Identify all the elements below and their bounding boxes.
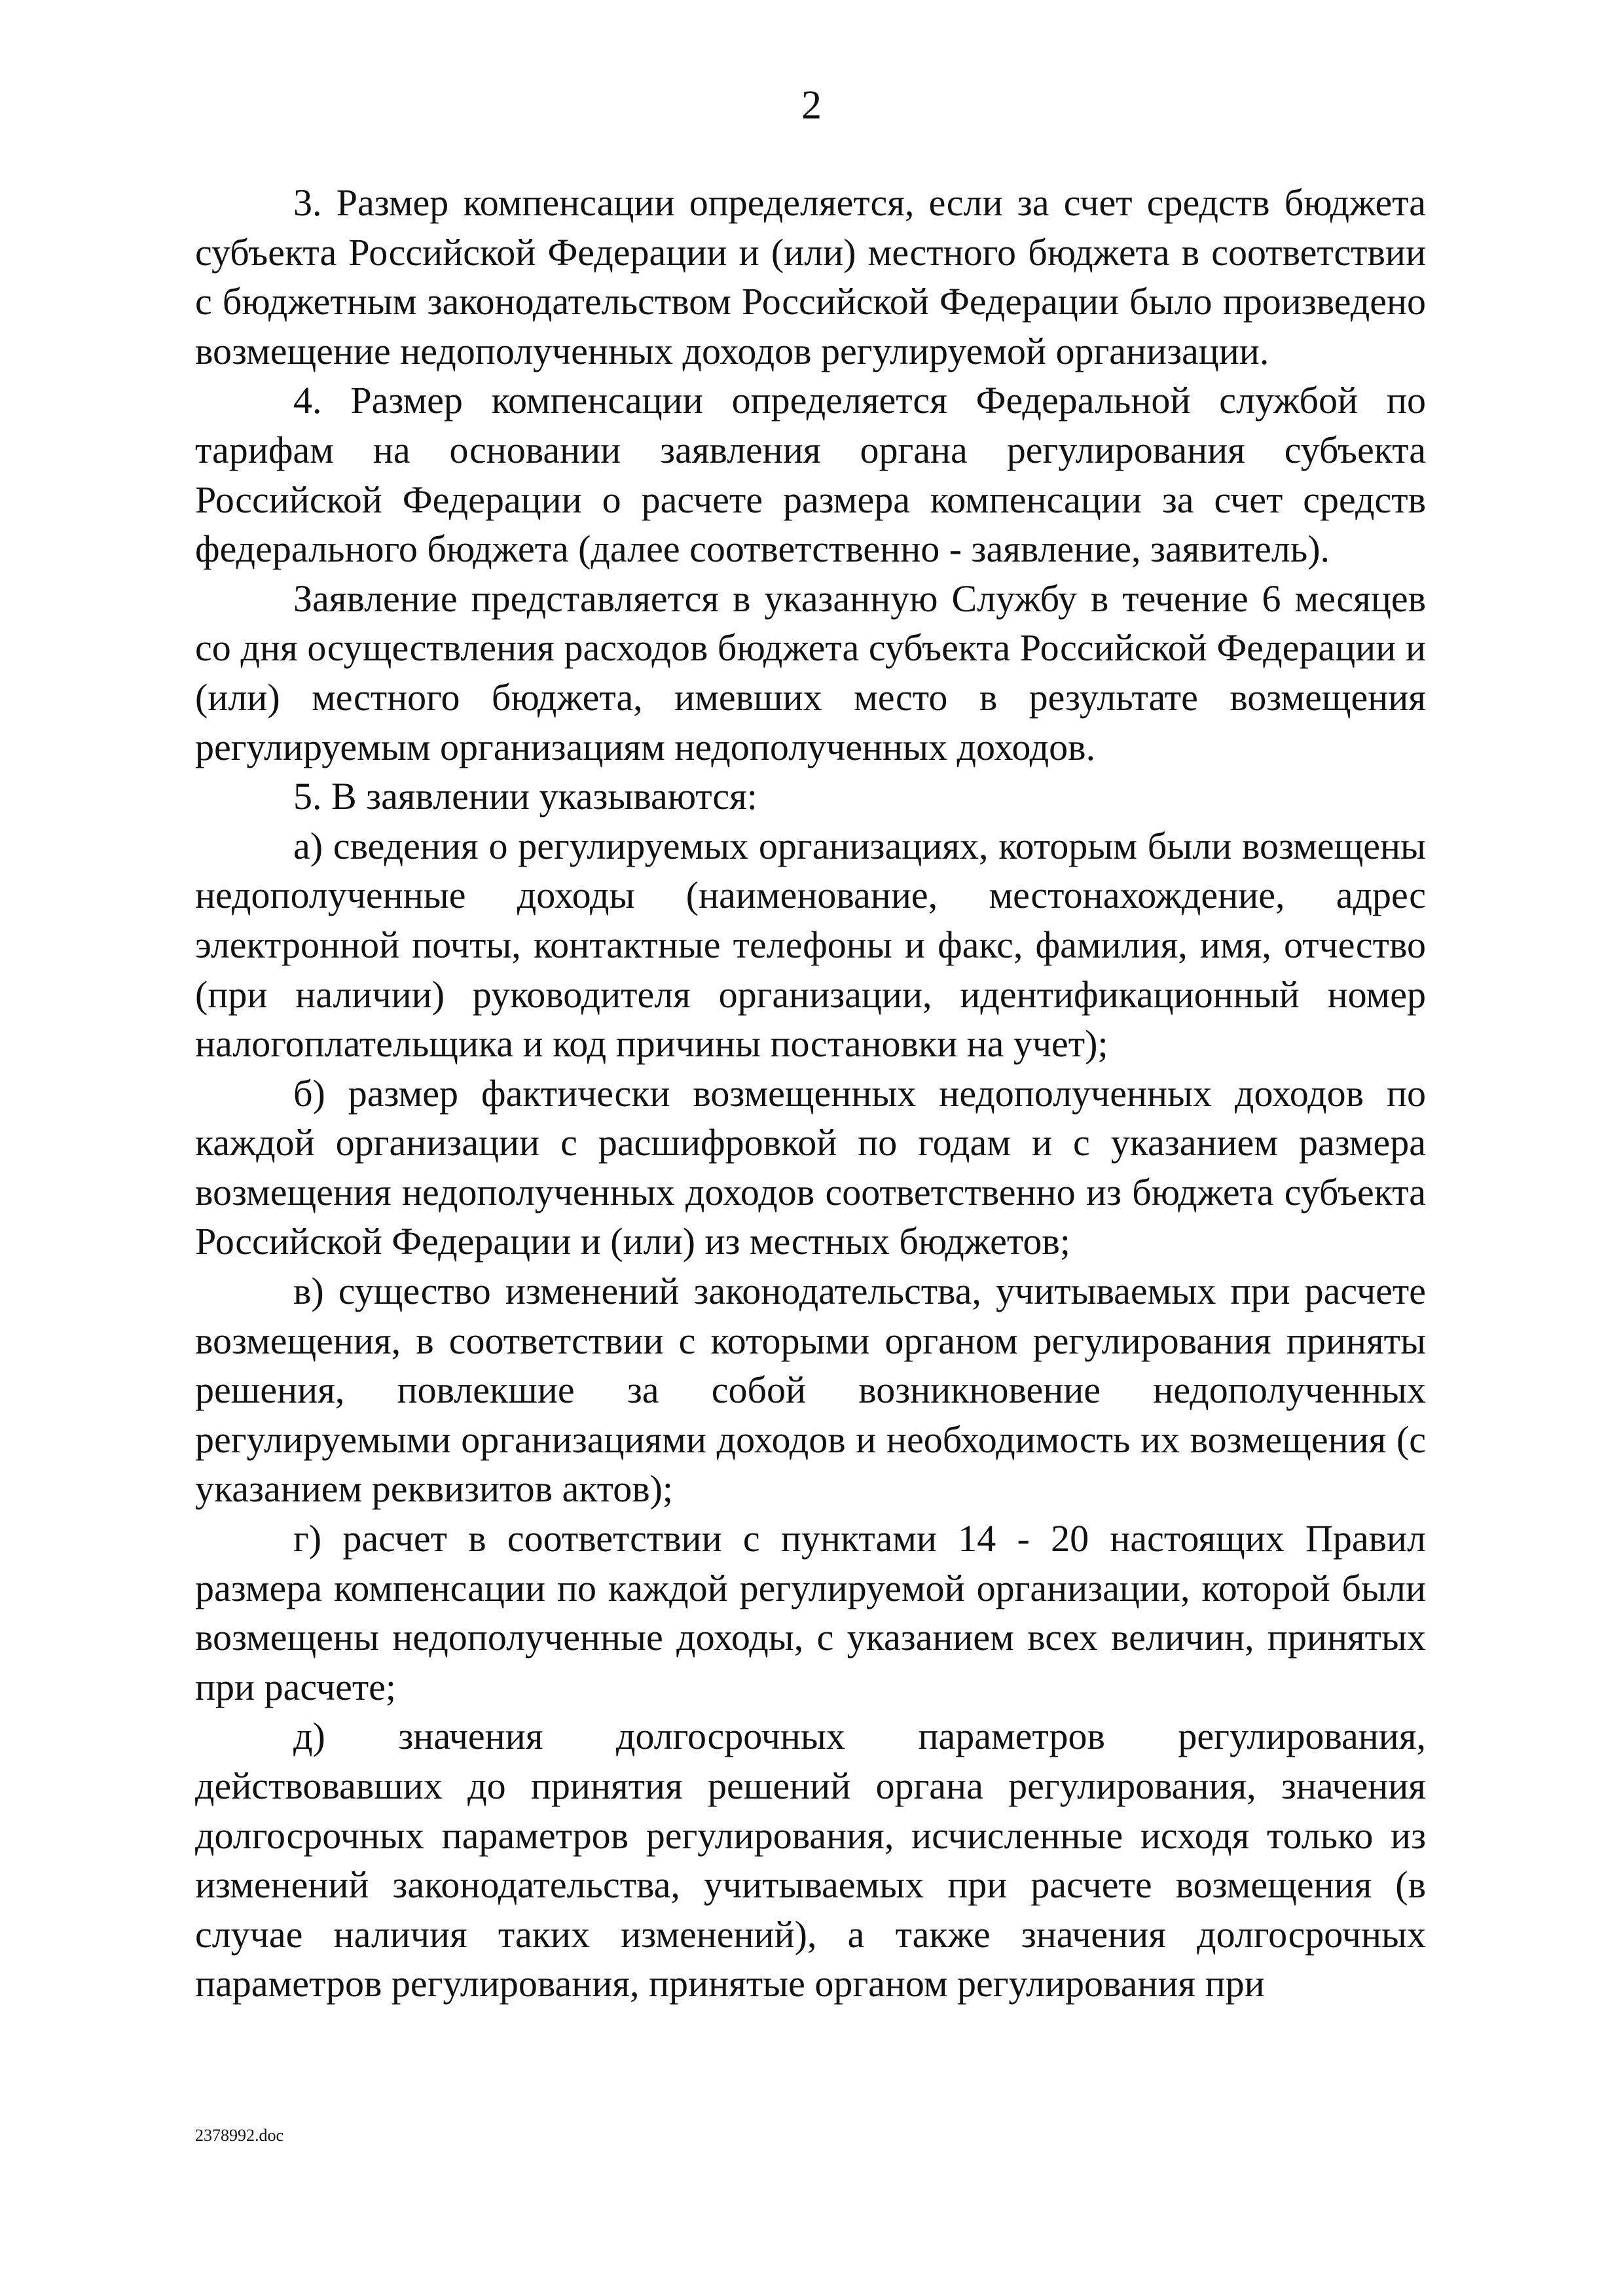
paragraph-5b: б) размер фактически возмещенных недополученных доходов по каждой организации с расшифровкой по годам и с указанием размера возмещения недополученных доходов соответственно из бюджета субъекта Российской Федерации и (или) из местных бюджетов; xyxy=(195,1071,1426,1263)
paragraph-5v: в) существо изменений законодательства, учитываемых при расчете возмещения, в соответствии с которыми органом регулирования приняты решения, повлекшие за собой возникновение недополученных регулируемыми организациями доходов и необходимость их возмещения (с указанием реквизитов актов); xyxy=(195,1270,1426,1511)
paragraph-4-application: Заявление представляется в указанную Службу в течение 6 месяцев со дня осуществления расходов бюджета субъекта Российской Федерации и (или) местного бюджета, имевших место в результате возмещения регулируемым организациям недополученных доходов. xyxy=(195,577,1426,768)
document-body xyxy=(195,178,1426,2009)
paragraph-5a: а) сведения о регулируемых организациях, которым были возмещены недополученные доходы (наименование, местонахождение, адрес электронной почты, контактные телефоны и факс, фамилия, имя, отчество (при наличии) руководителя организации, идентификационный номер налогоплательщика и код причины постановки на учет); xyxy=(195,824,1426,1066)
paragraph-4: 4. Размер компенсации определяется Федеральной службой по тарифам на основании заявления органа регулирования субъекта Российской Федерации о расчете размера компенсации за счет средств федерального бюджета (далее соответственно - заявление, заявитель). xyxy=(195,379,1426,571)
paragraph-5g: г) расчет в соответствии с пунктами 14 - 20 настоящих Правил размера компенсации по каждой регулируемой организации, которой были возмещены недополученные доходы, с указанием всех величин, принятых при расчете; xyxy=(195,1517,1426,1708)
paragraph-5: 5. В заявлении указываются: xyxy=(293,775,757,818)
paragraph-5d: д) значения долгосрочных параметров регулирования, действовавших до принятия решений органа регулирования, значения долгосрочных параметров регулирования, исчисленные исходя только из изменений законодательства, учитываемых при расчете возмещения (в случае наличия таких изменений), а также значения долгосрочных параметров регулирования, принятые органом регулирования при xyxy=(195,1715,1426,2005)
page-number: 2 xyxy=(801,83,822,128)
document-file-code: 2378992.doc xyxy=(195,2126,284,2145)
paragraph-3: 3. Размер компенсации определяется, если за счет средств бюджета субъекта Российской Федерации и (или) местного бюджета в соответствии с бюджетным законодательством Российской Федерации было произведено возмещение недополученных доходов регулируемой организации. xyxy=(195,181,1426,372)
